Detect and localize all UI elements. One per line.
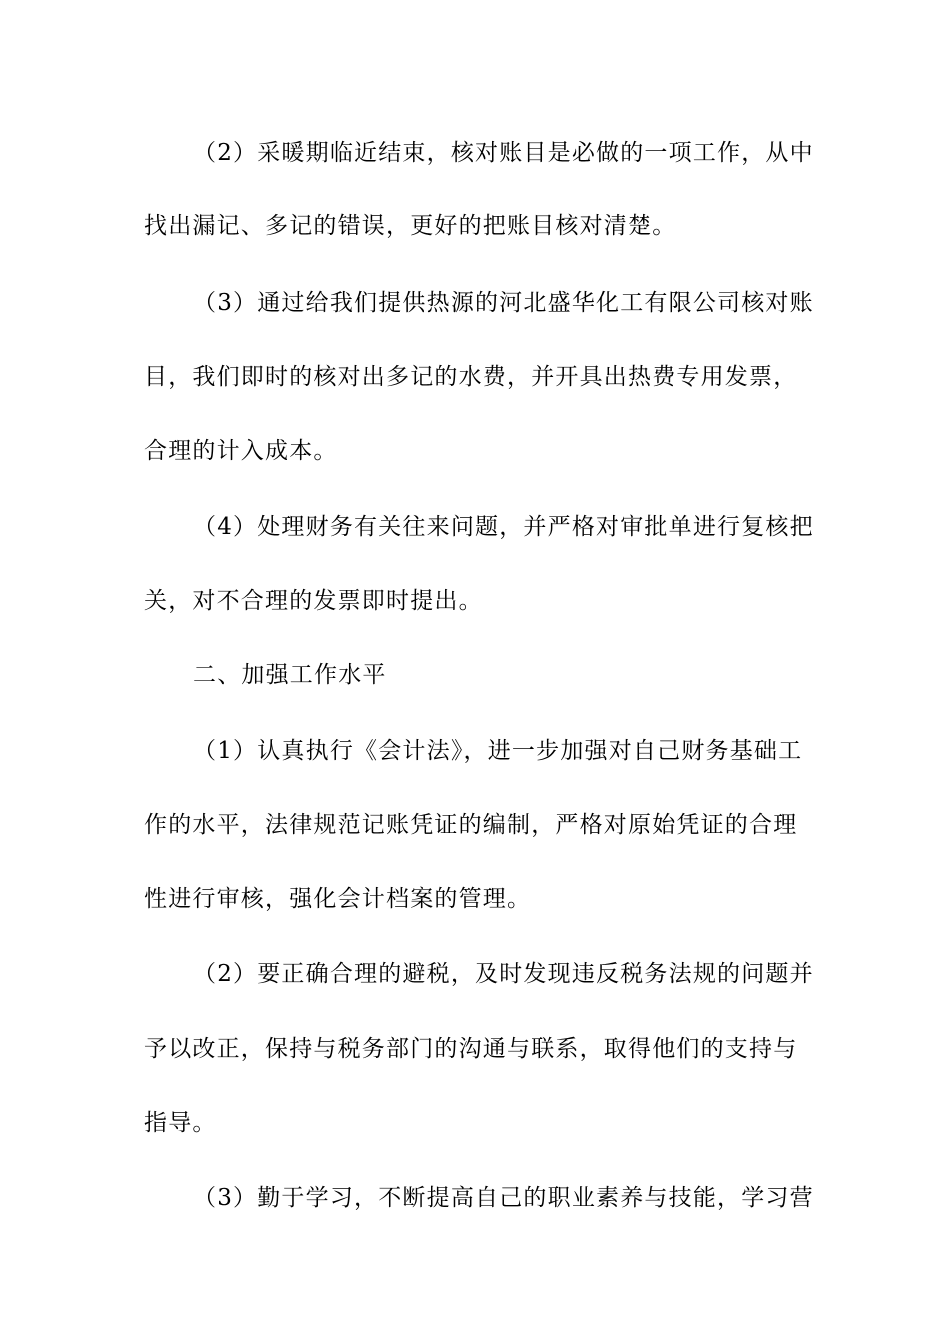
text-line-4: 目，我们即时的核对出多记的水费，并开具出热费专用发票， [144,364,798,390]
text-line-12: （2）要正确合理的避税，及时发现违反税务法规的问题并 [193,961,814,987]
text-line-11: 性进行审核，强化会计档案的管理。 [144,886,532,912]
text-line-5: 合理的计入成本。 [144,438,338,464]
text-line-7: 关，对不合理的发票即时提出。 [144,588,483,614]
text-line-3: （3）通过给我们提供热源的河北盛华化工有限公司核对账 [193,290,814,316]
text-line-10: 作的水平，法律规范记账凭证的编制，严格对原始凭证的合理 [144,812,798,838]
section-heading: 二、加强工作水平 [193,662,387,688]
text-line-13: 予以改正，保持与税务部门的沟通与联系，取得他们的支持与 [144,1036,798,1062]
text-line-9: （1）认真执行《会计法》，进一步加强对自己财务基础工 [193,738,803,764]
text-line-1: （2）采暖期临近结束，核对账目是必做的一项工作，从中 [193,140,814,166]
text-line-15: （3）勤于学习，不断提高自己的职业素养与技能，学习营 [193,1185,814,1211]
text-line-6: （4）处理财务有关往来问题，并严格对审批单进行复核把 [193,514,814,540]
text-line-2: 找出漏记、多记的错误，更好的把账目核对清楚。 [144,213,677,239]
text-line-14: 指导。 [144,1110,217,1136]
